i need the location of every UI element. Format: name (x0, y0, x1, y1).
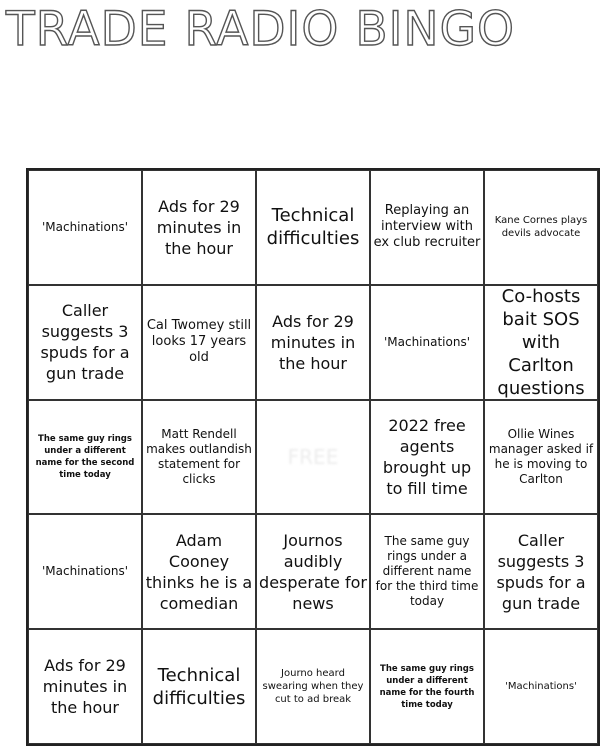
cell-text: Ads for 29 minutes in the hour (270, 311, 356, 373)
bingo-cell[interactable] (484, 514, 598, 629)
cell-text: The same guy rings under a different name for the fourth time today (379, 663, 475, 710)
cell-text: Caller suggests 3 spuds for a gun trade (40, 301, 130, 384)
bingo-cell[interactable] (28, 170, 142, 285)
bingo-cell[interactable] (370, 400, 484, 515)
free-space-label: FREE (287, 444, 339, 469)
cell-text: Technical difficulties (152, 664, 246, 709)
bingo-cell[interactable] (484, 400, 598, 515)
cell-text: 2022 free agents brought up to fill time (382, 415, 472, 498)
bingo-cell[interactable] (370, 514, 484, 629)
bingo-cell[interactable] (142, 285, 256, 400)
bingo-board (26, 168, 600, 746)
bingo-cell[interactable] (28, 285, 142, 400)
cell-text: Caller suggests 3 spuds for a gun trade (496, 530, 586, 613)
cell-text: Ollie Wines manager asked if he is moving to Carlton (488, 426, 594, 486)
bingo-cell[interactable] (370, 285, 484, 400)
bingo-cell[interactable] (484, 285, 598, 400)
bingo-cell[interactable] (256, 170, 370, 285)
bingo-cell[interactable] (484, 629, 598, 744)
cell-text: The same guy rings under a different name for the second time today (35, 433, 135, 480)
bingo-cell[interactable] (28, 400, 142, 515)
cell-text: 'Machinations' (505, 681, 577, 693)
bingo-cell[interactable] (28, 629, 142, 744)
bingo-cell[interactable] (256, 629, 370, 744)
bingo-cell[interactable] (142, 170, 256, 285)
cell-text: Kane Cornes plays devils advocate (494, 215, 588, 240)
bingo-cell[interactable] (256, 514, 370, 629)
page-title: TRADE RADIO BINGO (6, 2, 516, 57)
cell-text: Co-hosts bait SOS with Carlton questions (497, 285, 585, 399)
cell-text: 'Machinations' (41, 219, 129, 234)
cell-text: Adam Cooney thinks he is a comedian (145, 530, 253, 613)
cell-text: Cal Twomey still looks 17 years old (146, 318, 252, 366)
bingo-cell[interactable] (142, 514, 256, 629)
bingo-cell[interactable] (370, 629, 484, 744)
cell-text: 'Machinations' (41, 564, 129, 579)
bingo-cell[interactable] (142, 400, 256, 515)
cell-text: Matt Rendell makes outlandish statement for clicks (146, 426, 252, 486)
bingo-free-space[interactable] (256, 400, 370, 515)
cell-text: Replaying an interview with ex club recruiter (373, 203, 481, 251)
cell-text: Journos audibly desperate for news (259, 530, 367, 613)
bingo-cell[interactable] (370, 170, 484, 285)
cell-text: Journo heard swearing when they cut to ad break (262, 668, 364, 706)
bingo-cell[interactable] (256, 285, 370, 400)
bingo-cell[interactable] (142, 629, 256, 744)
cell-text: Technical difficulties (266, 205, 360, 250)
cell-text: The same guy rings under a different name for the third time today (375, 534, 479, 609)
cell-text: 'Machinations' (383, 334, 471, 349)
bingo-cell[interactable] (484, 170, 598, 285)
bingo-cell[interactable] (28, 514, 142, 629)
cell-text: Ads for 29 minutes in the hour (156, 196, 242, 258)
cell-text: Ads for 29 minutes in the hour (42, 656, 128, 718)
